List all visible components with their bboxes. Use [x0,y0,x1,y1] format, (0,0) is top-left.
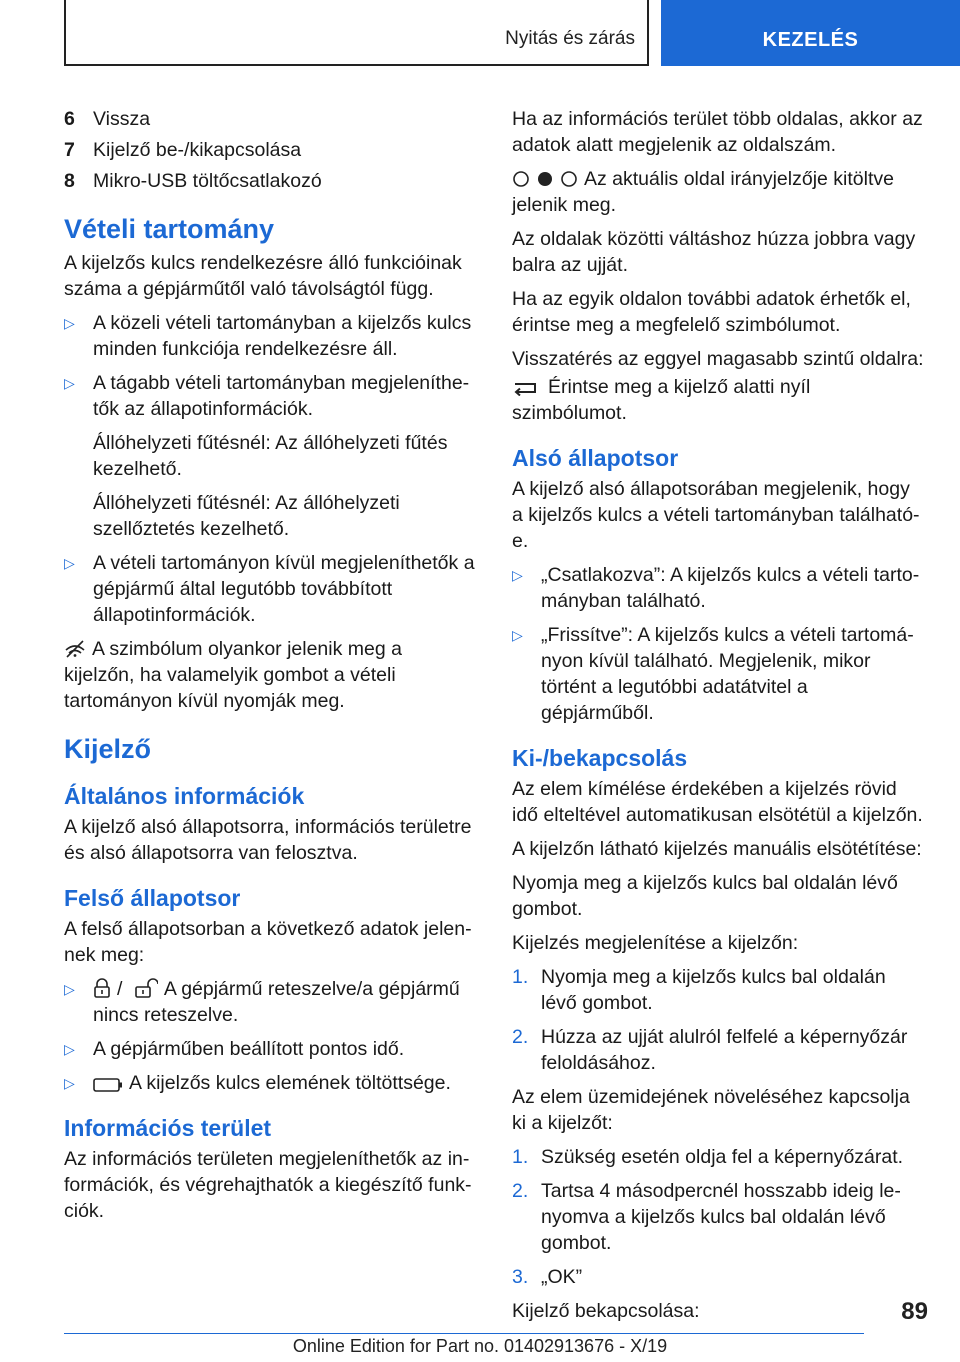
bullet-item: ▷ „Csatlakozva”: A kijelzős kulcs a vételi tartományban található. [512,564,920,612]
triangle-bullet-icon: ▷ [64,981,75,997]
out-of-range-icon [64,640,86,658]
list-item: 6 Vissza [64,108,151,130]
list-item: 7 Kijelző be-/kikapcsolása [64,139,302,161]
left-column [64,106,476,1232]
page-indicator-icon [512,170,578,188]
list-item: 8 Mikro-USB töltőcsatlakozó [64,170,322,192]
battery-icon [93,1078,123,1092]
triangle-bullet-icon: ▷ [64,315,75,331]
bullet-item: ▷ A gépjárműben beállított pontos idő. [64,1038,405,1060]
bullet-item: ▷ „Frissítve”: A kijelzős kulcs a vételi tartományon kívül található. Megjelenik, mikor történt a legutóbbi adatátvitel a gépjárműből. [512,624,914,724]
info-text: Az információs területen megjeleníthetők az információk, és végrehajthatók a kiegészítő funkciók. [64,1148,472,1222]
bullet-item: ▷ A vételi tartományon kívül megjeleníthetők a gépjármű által legutóbb továbbított állapotinformációk. [64,552,475,626]
bullet-item: ▷ A kijelzős kulcs elemének töltöttsége. [64,1072,451,1094]
out-of-range-note: A szimbólum olyankor jelenik meg a kijelzőn, ha valamelyik gombot a vételi tartományon kívül nyomják meg. [64,638,402,712]
section-title: Nyitás és zárás [505,28,635,49]
back-arrow-icon [512,380,538,396]
ordered-list-item: 3. „OK” [512,1266,583,1288]
header-section-box [64,0,649,66]
ordered-list-item: 1. Nyomja meg a kijelzős kulcs bal oldalán lévő gombot. [512,966,886,1014]
triangle-bullet-icon: ▷ [64,555,75,571]
triangle-bullet-icon: ▷ [512,567,523,583]
heading-display: Kijelző [64,734,152,764]
heading-general: Általános információk [64,783,305,809]
general-text: A kijelző alsó állapotsorra, információs területre és alsó állapotsorra van felosztva. [64,816,472,864]
ordered-list-item: 1. Szükség esetén oldja fel a képernyőzárat. [512,1146,904,1168]
lock-closed-icon [93,978,111,998]
top-bar-intro: A felső állapotsorban a következő adatok jelennek meg: [64,918,472,966]
edition-footer: Online Edition for Part no. 01402913676 - X/19 [292,1336,668,1356]
triangle-bullet-icon: ▷ [64,1075,75,1091]
right-column: Ha az információs terület több oldalas, akkor az adatok alatt megjelenik az oldalszám. Az aktuális oldal irányjelzője kitöltve jelenik meg. Az oldalak közötti váltáshoz húzza jobbra vagy balra az ujját. Ha az egyik oldalon további adatok érhetők el, érintse meg a megfelelő szimbólumot. Visszatérés az eggyel magasabb szintű oldalra: Érintse meg a kijelző alatti nyíl szimbólumot. Alsó állapotsor A kijelző alsó állapotsorában megjelenik, hogy a kijelzős kulcs a vételi tartományban található-e. ▷ „Csatlakozva”: A kijelzős kulcs a vételi tartományban található. ▷ „Frissítve”: A kijelzős kulcs a vételi tartományon kívül található. Megjelenik, mikor történt a legutóbbi adatátvitel a gépjárműből. Ki-/bekapcsolás Az elem kímélése érdekében a kijelzés rövid idő elteltével automatikusan elsötétül a kijelzőn. A kijelzőn látható kijelzés manuális elsötétítése: Nyomja meg a kijelzős kulcs bal oldalán lévő gombot. Kijelzés megjelenítése a kijelzőn: 1. Nyomja meg a kijelzős kulcs bal oldalán lévő gombot. 2. Húzza az ujját alulról felfelé a képernyőzár feloldásához. Az elem üzemidejének növeléséhez kapcsolja ki a kijelzőt: 1. Szükség esetén oldja fel a képernyőzárat. 2. Tartsa 4 másodpercnél hosszabb ideig lenyomva a kijelzős kulcs bal oldalán lévő gombot. 3. „OK” Kijelző bekapcsolása: [512,108,924,1322]
ordered-list-item: 2. Húzza az ujját alulról felfelé a képernyőzár feloldásához. [512,1026,908,1074]
page-number: 89 [901,1298,928,1325]
heading-reception: Vételi tartomány [64,214,275,244]
heading-top-bar: Felső állapotsor [64,885,241,911]
heading-on-off: Ki-/bekapcsolás [512,745,688,771]
header-chapter-box [661,0,960,66]
bullet-item: ▷ A közeli vételi tartományban a kijelzős kulcs minden funkciója rendelkezésre áll. [64,312,472,360]
heading-info-area: Információs terület [64,1115,272,1141]
footer-divider [64,1333,864,1334]
heading-bottom-bar: Alsó állapotsor [512,445,679,471]
triangle-bullet-icon: ▷ [512,627,523,643]
reception-intro: A kijelzős kulcs rendelkezésre álló funkcióinak száma a gépjárműtől való távolságtól függ. [64,252,462,300]
triangle-bullet-icon: ▷ [64,375,75,391]
triangle-bullet-icon: ▷ [64,1041,75,1057]
chapter-title: KEZELÉS [762,29,859,51]
bullet-item: ▷ A tágabb vételi tartományban megjeleníthetők az állapotinformációk. Állóhelyzeti fűtésnél: Az állóhelyzeti fűtés kezelhető. Állóhelyzeti fűtésnél: Az állóhelyzeti szellőztetés kezelhető. [64,372,470,540]
bullet-item: ▷ / A gépjármű reteszelve/a gépjármű nincs reteszelve. [64,978,460,1026]
lock-open-icon [134,978,158,998]
ordered-list-item: 2. Tartsa 4 másodpercnél hosszabb ideig lenyomva a kijelzős kulcs bal oldalán lévő gombot. [512,1180,901,1254]
